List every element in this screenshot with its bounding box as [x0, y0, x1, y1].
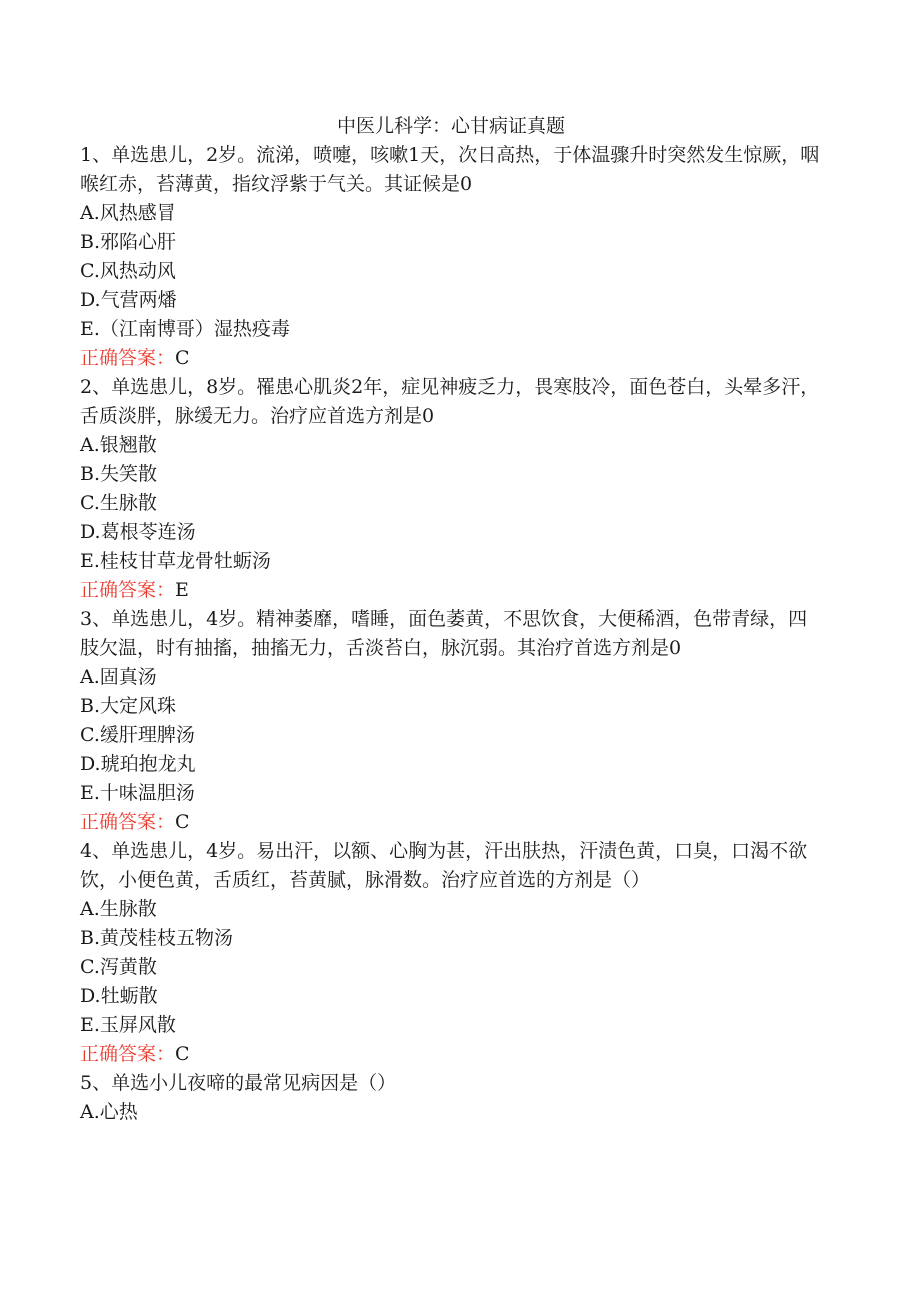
option-list [80, 431, 822, 576]
option-d: D.葛根苓连汤 [80, 521, 196, 543]
option-list [80, 1098, 822, 1127]
option-a: A.风热感冒 [80, 202, 176, 224]
option-c: C.生脉散 [80, 492, 157, 514]
question-1 [80, 141, 822, 373]
option-e: E.十味温胆汤 [80, 782, 195, 804]
answer-value: C [175, 811, 190, 833]
answer-label: 正确答案： [80, 1043, 176, 1065]
option-list [80, 199, 822, 344]
option-d: D.牡蛎散 [80, 985, 158, 1007]
answer-label: 正确答案： [80, 579, 176, 601]
question-2 [80, 373, 822, 605]
option-c: C.风热动风 [80, 260, 176, 282]
answer-label: 正确答案： [80, 347, 176, 369]
question-stem: 5、单选小儿夜啼的最常见病因是（） [80, 1072, 397, 1094]
correct-answer [80, 344, 822, 373]
option-e: E.玉屏风散 [80, 1014, 176, 1036]
answer-value: C [175, 1043, 190, 1065]
answer-value: E [175, 579, 189, 601]
option-d: D.琥珀抱龙丸 [80, 753, 196, 775]
option-b: B.失笑散 [80, 463, 158, 485]
correct-answer [80, 576, 822, 605]
option-a: A.银翘散 [80, 434, 157, 456]
option-e: E.（江南博哥）湿热疫毒 [80, 318, 290, 340]
option-a: A.固真汤 [80, 666, 157, 688]
question-stem: 4、单选患儿，4岁。易出汗，以额、心胸为甚，汗出肤热，汗渍色黄，口臭，口渴不欲饮，小便色黄，舌质红，苔黄腻，脉滑数。治疗应首选的方剂是（） [80, 840, 808, 891]
question-stem: 1、单选患儿，2岁。流涕，喷嚏，咳嗽1天，次日高热，于体温骤升时突然发生惊厥，咽喉红赤，苔薄黄，指纹浮紫于气关。其证候是0 [80, 144, 820, 195]
option-a: A.心热 [80, 1101, 138, 1123]
question-stem: 3、单选患儿，4岁。精神萎靡，嗜睡，面色萎黄，不思饮食，大便稀酒，色带青绿，四肢欠温，时有抽搐，抽搐无力，舌淡苔白，脉沉弱。其治疗首选方剂是0 [80, 608, 808, 659]
document-title: 中医儿科学：心甘病证真题 [336, 115, 565, 137]
question-4 [80, 837, 822, 1069]
option-c: C.泻黄散 [80, 956, 157, 978]
answer-label: 正确答案： [80, 811, 176, 833]
question-5 [80, 1069, 822, 1127]
correct-answer [80, 808, 822, 837]
question-3 [80, 605, 822, 837]
correct-answer [80, 1040, 822, 1069]
document-page [80, 112, 822, 1127]
option-a: A.生脉散 [80, 898, 157, 920]
question-stem: 2、单选患儿，8岁。罹患心肌炎2年，症见神疲乏力，畏寒肢冷，面色苍白，头晕多汗，舌质淡胖，脉缓无力。治疗应首选方剂是0 [80, 376, 820, 427]
answer-value: C [175, 347, 190, 369]
option-list [80, 663, 822, 808]
option-d: D.气营两燔 [80, 289, 177, 311]
option-b: B.邪陷心肝 [80, 231, 177, 253]
option-b: B.大定风珠 [80, 695, 177, 717]
option-c: C.缓肝理脾汤 [80, 724, 195, 746]
option-b: B.黄茂桂枝五物汤 [80, 927, 234, 949]
option-list [80, 895, 822, 1040]
option-e: E.桂枝甘草龙骨牡蛎汤 [80, 550, 271, 572]
